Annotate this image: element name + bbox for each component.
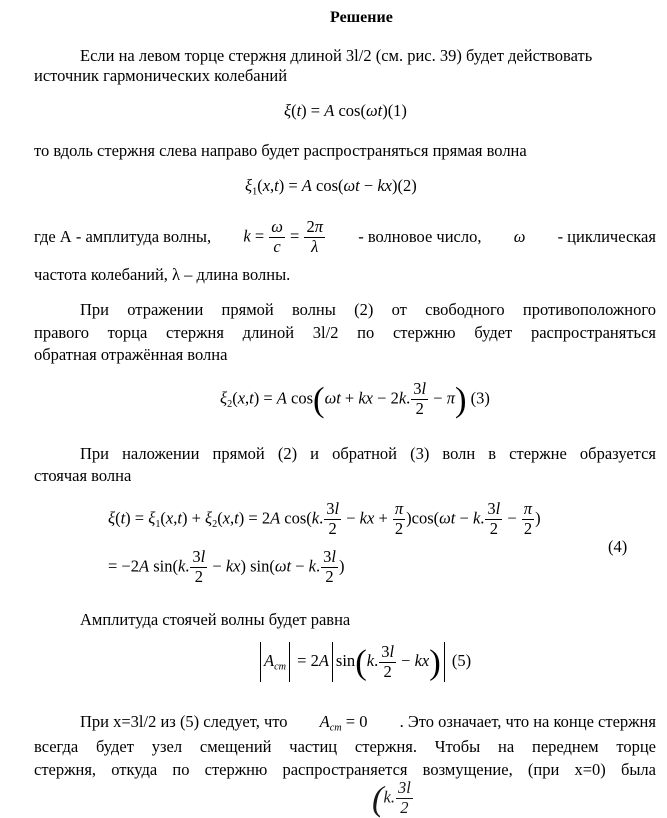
paragraph-2: то вдоль стержня слева направо будет распространяться прямая волна <box>34 141 527 160</box>
equation-1-tag: (1) <box>387 101 407 120</box>
equation-5: $A_{ст} = 2A$ sin(k. $\frac{3l}{2}$ − kx) (5) <box>257 642 471 682</box>
zero-amplitude-formula: $A_{ст} = 0$ <box>319 712 368 734</box>
paragraph-3-line-2: частота колебаний, λ – длина волны. <box>34 265 291 284</box>
equation-2-tag: (2) <box>397 176 417 195</box>
paragraph-3-line-1 <box>34 218 656 257</box>
paragraph-3-lead: где А - амплитуда волны, <box>34 227 212 247</box>
paragraph-7-line-1 <box>80 712 656 734</box>
equation-5-tag: (5) <box>451 650 472 670</box>
paragraph-7-line-1-a: При x=3l/2 из (5) следует, что <box>80 712 288 731</box>
paragraph-7-line-3: стержня, откуда по стержню распространяется возмущение, (при x=0) была <box>34 760 656 779</box>
paragraph-1-line-2: источник гармонических колебаний <box>34 66 288 85</box>
paragraph-4-line-1: При отражении прямой волны (2) от свободного противоположного <box>80 300 656 319</box>
paragraph-3-mid: - волновое число, <box>358 227 482 247</box>
wavenumber-formula: k = $\frac{\omega}{c}$ = $\frac{2\pi}{\lambda}$ <box>243 217 323 256</box>
paragraph-6: Амплитуда стоячей волны будет равна <box>80 610 351 629</box>
equation-1: ξ(t) = A cos(ωt)(1) <box>284 101 407 120</box>
cut-off-line: (k. $\frac{3l}{2}$ <box>372 778 411 818</box>
paragraph-7-line-1-b: . Это означает, что на конце стержня <box>399 712 656 731</box>
paragraph-5-line-1: При наложении прямой (2) и обратной (3) волн в стержне образуется <box>80 444 656 463</box>
paragraph-4-line-2: правого торца стержня длиной 3l/2 по стержню будет распространяться <box>34 323 656 342</box>
paragraph-5-line-2: стоячая волна <box>34 466 132 485</box>
paragraph-7-line-2: всегда будет узел смещений частиц стержня. Чтобы на переднем торце <box>34 737 656 756</box>
equation-4-line-2: = −2A sin(k. $\frac{3l}{2}$ − kx) sin(ωt − k. $\frac{3l}{2}$ ) <box>108 547 345 586</box>
equation-4-line-1: $\xi(t) = \xi_1(x,t) + \xi_2(x,t) = 2A$ cos(k. $\frac{3l}{2}$ − kx + $\frac{\pi}{2}$ )cos(ωt − k. $\frac{3l}{2}$ − $\frac{\pi}{2}$ ) <box>108 499 541 538</box>
solution-heading: Решение <box>330 9 393 26</box>
equation-2: $\xi_1(x,t) = A$ cos(ωt − kx)(2) <box>245 176 417 198</box>
paragraph-3-tail: - циклическая <box>557 227 656 247</box>
paragraph-1-line-1: Если на левом торце стержня длиной 3l/2 (см. рис. 39) будет действовать <box>80 46 593 65</box>
omega-symbol: ω <box>513 227 526 247</box>
paragraph-4-line-3: обратная отражённая волна <box>34 345 228 364</box>
equation-3: $\xi_2(x,t) = A$ cos(ωt + kx − 2k. $\frac{3l}{2}$ − π) (3) <box>220 379 490 419</box>
equation-3-tag: (3) <box>470 388 490 408</box>
equation-4-tag: (4) <box>608 537 628 556</box>
